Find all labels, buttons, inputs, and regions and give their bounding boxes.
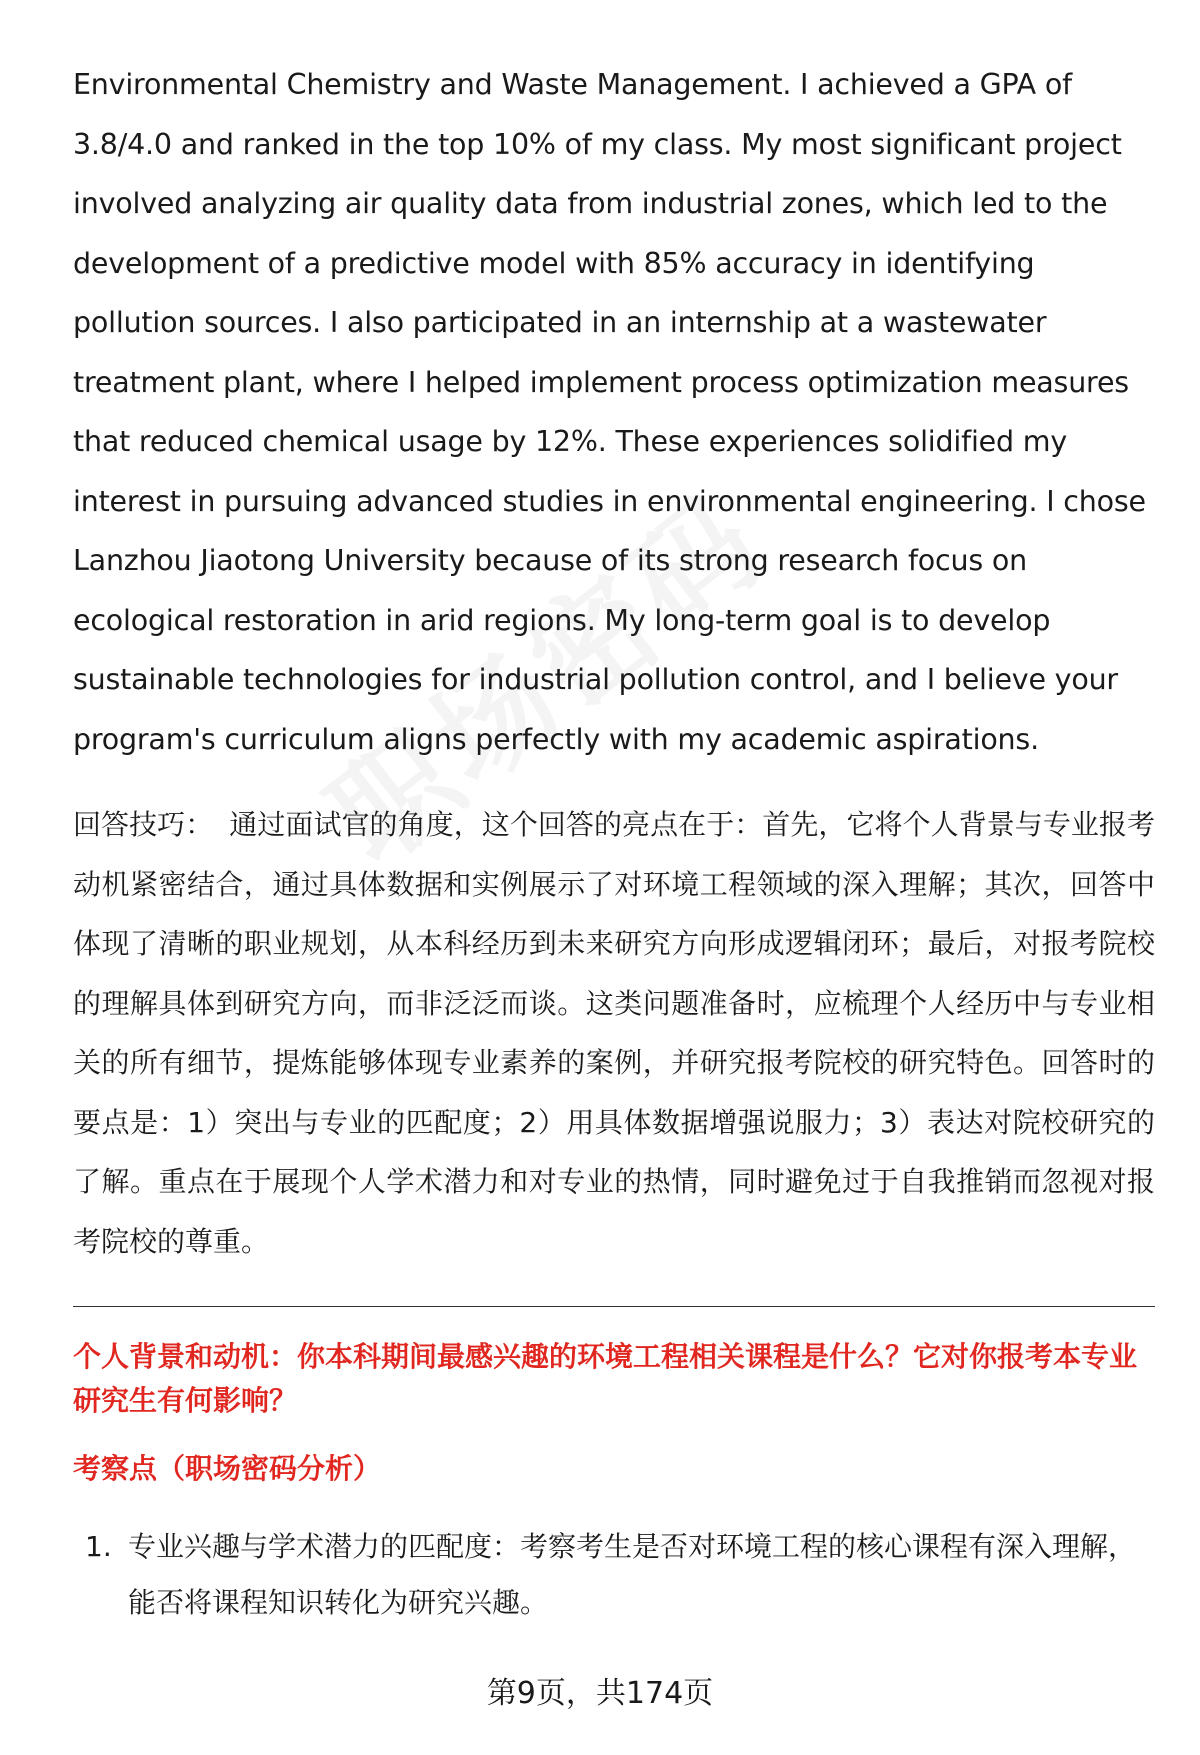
list-item-text: 专业兴趣与学术潜力的匹配度：考察考生是否对环境工程的核心课程有深入理解，能否将课程知识转化为研究兴趣。	[128, 1530, 1137, 1619]
document-page	[73, 55, 1155, 1631]
answer-paragraph: Environmental Chemistry and Waste Management. I achieved a GPA of 3.8/4.0 and ranked in the top 10% of my class. My most significant project involved analyzing air quality data from industrial zones, which led to the development of a predictive model with 85% accuracy in identifying pollution sources. I also participated in an internship at a wastewater treatment plant, where I helped implement process optimization measures that reduced chemical usage by 12%. These experiences solidified my interest in pursuing advanced studies in environmental engineering. I chose Lanzhou Jiaotong University because of its strong research focus on ecological restoration in arid regions. My long-term goal is to develop sustainable technologies for industrial pollution control, and I believe your program's curriculum aligns perfectly with my academic aspirations.	[73, 68, 1146, 756]
answer-tips	[73, 795, 1155, 1271]
section-heading: 考察点（职场密码分析）	[73, 1452, 382, 1485]
tips-label: 回答技巧：	[73, 808, 214, 841]
page-footer: 第9页，共174页	[486, 1676, 714, 1711]
section-divider	[73, 1306, 1155, 1307]
list-item-number: 1.	[85, 1530, 112, 1563]
question-title: 个人背景和动机：你本科期间最感兴趣的环境工程相关课程是什么？它对你报考本专业研究生有何影响？	[73, 1340, 1138, 1417]
list-item	[73, 1519, 1155, 1631]
tips-text: 通过面试官的角度，这个回答的亮点在于：首先，它将个人背景与专业报考动机紧密结合，通过具体数据和实例展示了对环境工程领域的深入理解；其次，回答中体现了清晰的职业规划，从本科经历到未来研究方向形成逻辑闭环；最后，对报考院校的理解具体到研究方向，而非泛泛而谈。这类问题准备时，应梳理个人经历中与专业相关的所有细节，提炼能够体现专业素养的案例，并研究报考院校的研究特色。回答时的要点是：1）突出与专业的匹配度；2）用具体数据增强说服力；3）表达对院校研究的了解。重点在于展现个人学术潜力和对专业的热情，同时避免过于自我推销而忽视对报考院校的尊重。	[73, 808, 1155, 1258]
analysis-points	[73, 1519, 1155, 1631]
